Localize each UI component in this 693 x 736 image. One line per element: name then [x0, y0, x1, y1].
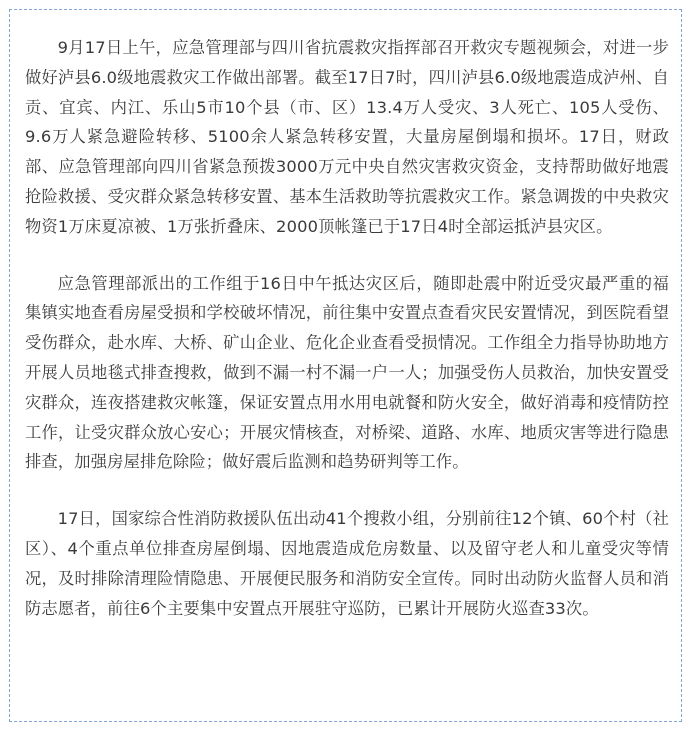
paragraph-working-group: 应急管理部派出的工作组于16日中午抵达灾区后，随即赴震中附近受灾最严重的福集镇实地查看房屋受损和学校破坏情况，前往集中安置点查看灾民安置情况，到医院看望受伤群众，赴水库、大桥、矿山企业、危化企业查看受损情况。工作组全力指导协助地方开展人员地毯式排查搜救，做到不漏一村不漏一户一人；加强受伤人员救治，加快安置受灾群众，连夜搭建救灾帐篷，保证安置点用水用电就餐和防火安全，做好消毒和疫情防控工作，让受灾群众放心安心；开展灾情核查，对桥梁、道路、水库、地质灾害等进行隐患排查，加强房屋排危除险；做好震后监测和趋势研判等工作。	[25, 273, 669, 472]
paragraph-fire-rescue: 17日，国家综合性消防救援队伍出动41个搜救小组，分别前往12个镇、60个村（社区）、4个重点单位排查房屋倒塌、因地震造成危房数量、以及留守老人和儿童受灾等情况，及时排除清理险情隐患、开展便民服务和消防安全宣传。同时出动防火监督人员和消防志愿者，前往6个主要集中安置点开展驻守巡防，已累计开展防火巡查33次。	[25, 509, 669, 618]
paragraph-meeting: 9月17日上午，应急管理部与四川省抗震救灾指挥部召开救灾专题视频会，对进一步做好泸县6.0级地震救灾工作做出部署。截至17日7时，四川泸县6.0级地震造成泸州、自贡、宜宾、内江、乐山5市10个县（市、区）13.4万人受灾、3人死亡、105人受伤、9.6万人紧急避险转移、5100余人紧急转移安置，大量房屋倒塌和损坏。17日，财政部、应急管理部向四川省紧急预拨3000万元中央自然灾害救灾资金，支持帮助做好地震抢险救援、受灾群众紧急转移安置、基本生活救助等抗震救灾工作。紧急调拨的中央救灾物资1万床夏凉被、1万张折叠床、2000顶帐篷已于17日4时全部运抵泸县灾区。	[25, 38, 669, 236]
article-body	[25, 33, 669, 650]
